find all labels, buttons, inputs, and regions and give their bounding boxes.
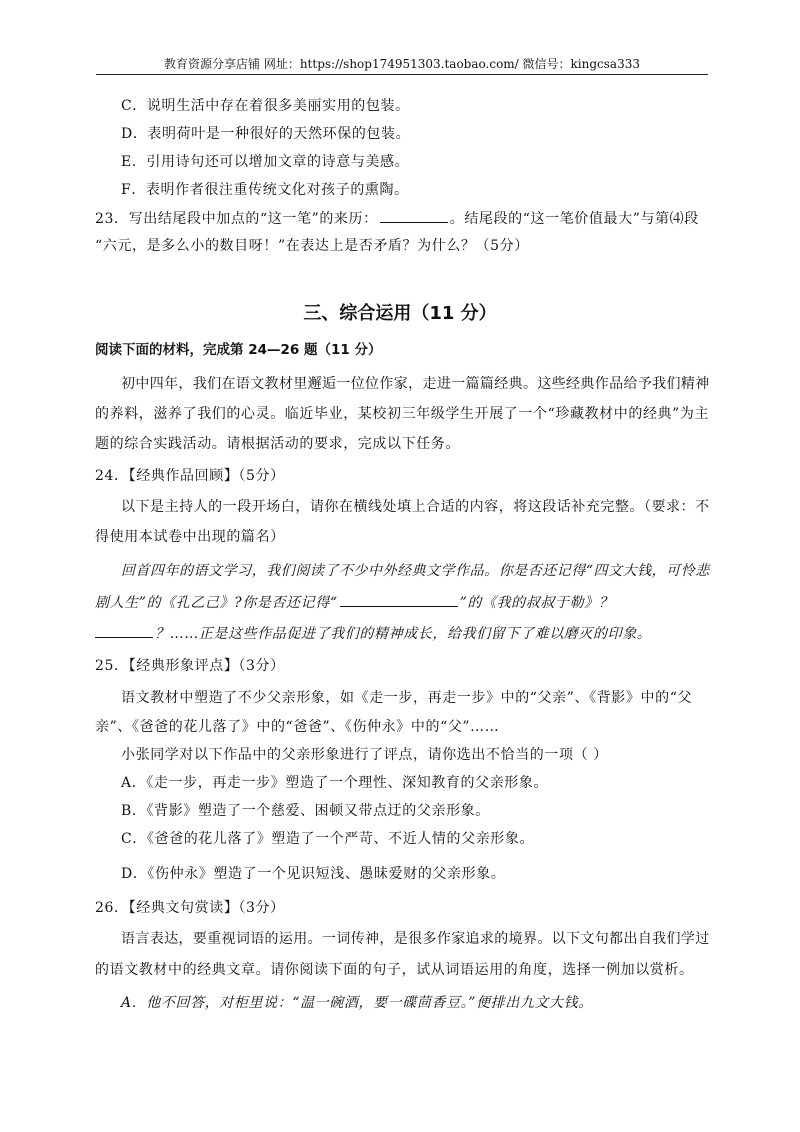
q25-line-3: 小张同学对以下作品中的父亲形象进行了评点，请你选出不恰当的一项（ ） [121,747,608,763]
intro-line-3: 题的综合实践活动。请根据活动的要求，完成以下任务。 [95,436,460,452]
q25-option-a: A．《走一步，再走一步》塑造了一个理性、深知教育的父亲形象。 [121,775,549,791]
header-divider [96,74,708,75]
q23-line-1 [95,208,699,229]
q24-prompt-line-2: 得使用本试卷中出现的篇名） [95,529,285,545]
q26-line-1: 语言表达，要重视词语的运用。一词传神，是很多作家追求的境界。以下文句都出自我们学过 [121,931,710,947]
q23-text-b: 。结尾段的“这一笔价值最大”与第⑷段 [449,211,699,227]
q24-passage-text-a: 剧人生”的《孔乙己》?你是否还记得“ [95,595,338,611]
q26-option-a: A．他不回答，对柜里说：“温一碗酒，要一碟茴香豆。”便排出九文大钱。 [121,995,593,1011]
q24-answer-blank-1[interactable] [340,592,458,607]
section-title: 三、综合运用（11 分） [303,303,497,324]
q25-option-d: D．《伤仲永》塑造了一个见识短浅、愚昧爱财的父亲形象。 [121,866,506,882]
q22-option-d: D．表明荷叶是一种很好的天然环保的包装。 [121,126,411,142]
q23-text-a: 23．写出结尾段中加点的“这一笔”的来历： [95,211,378,227]
q24-heading: 24．【经典作品回顾】（5分） [95,468,285,484]
q24-passage-line-3 [95,623,651,644]
page-header: 教育资源分享店铺 网址：https://shop174951303.taobao.com/ 微信号：kingcsa333 [164,57,640,71]
q26-heading: 26．【经典文句赏读】（3分） [95,900,285,916]
intro-line-2: 的养料，滋养了我们的心灵。临近毕业，某校初三年级学生开展了一个“珍藏教材中的经典”为主 [95,406,710,422]
q24-passage-line-2 [95,592,613,613]
intro-line-1: 初中四年，我们在语文教材里邂逅一位位作家，走进一篇篇经典。这些经典作品给予我们精神 [121,376,710,392]
q25-option-c: C．《爸爸的花儿落了》塑造了一个严苛、不近人情的父亲形象。 [121,831,535,847]
q24-answer-blank-2[interactable] [95,623,153,638]
q24-passage-text-b: ”的《我的叔叔于勒》？ [459,595,614,611]
q25-heading: 25．【经典形象评点】（3分） [95,658,285,674]
q26-line-2: 的语文教材中的经典文章。请你阅读下面的句子，试从词语运用的角度，选择一例加以赏析。 [95,962,694,978]
q22-option-e: E．引用诗句还可以增加文章的诗意与美感。 [121,154,410,170]
q25-line-2: 亲”、《爸爸的花儿落了》中的“爸爸”、《伤仲永》中的“父”…… [95,719,500,735]
section-instruction: 阅读下面的材料，完成第 24—26 题（11 分） [95,342,382,358]
q23-answer-blank[interactable] [380,208,448,223]
q24-passage-line-1: 回首四年的语文学习，我们阅读了不少中外经典文学作品。你是否还记得“四文大钱，可怜悲 [121,563,710,579]
q22-option-f: F．表明作者很注重传统文化对孩子的熏陶。 [121,182,409,198]
q22-option-c: C．说明生活中存在着很多美丽实用的包装。 [121,98,410,114]
q25-line-1: 语文教材中塑造了不少父亲形象，如《走一步，再走一步》中的“父亲”、《背影》中的“父 [121,690,693,706]
q24-prompt-line-1: 以下是主持人的一段开场白，请你在横线处填上合适的内容，将这段话补充完整。（要求：不 [121,499,710,515]
q25-option-b: B．《背影》塑造了一个慈爱、困顿又带点迂的父亲形象。 [121,803,490,819]
q23-line-2: “六元，是多么小的数目呀！”在表达上是否矛盾？为什么？（5分） [95,238,529,254]
q24-passage-text-c: ？……正是这些作品促进了我们的精神成长，给我们留下了难以磨灭的印象。 [155,626,652,642]
